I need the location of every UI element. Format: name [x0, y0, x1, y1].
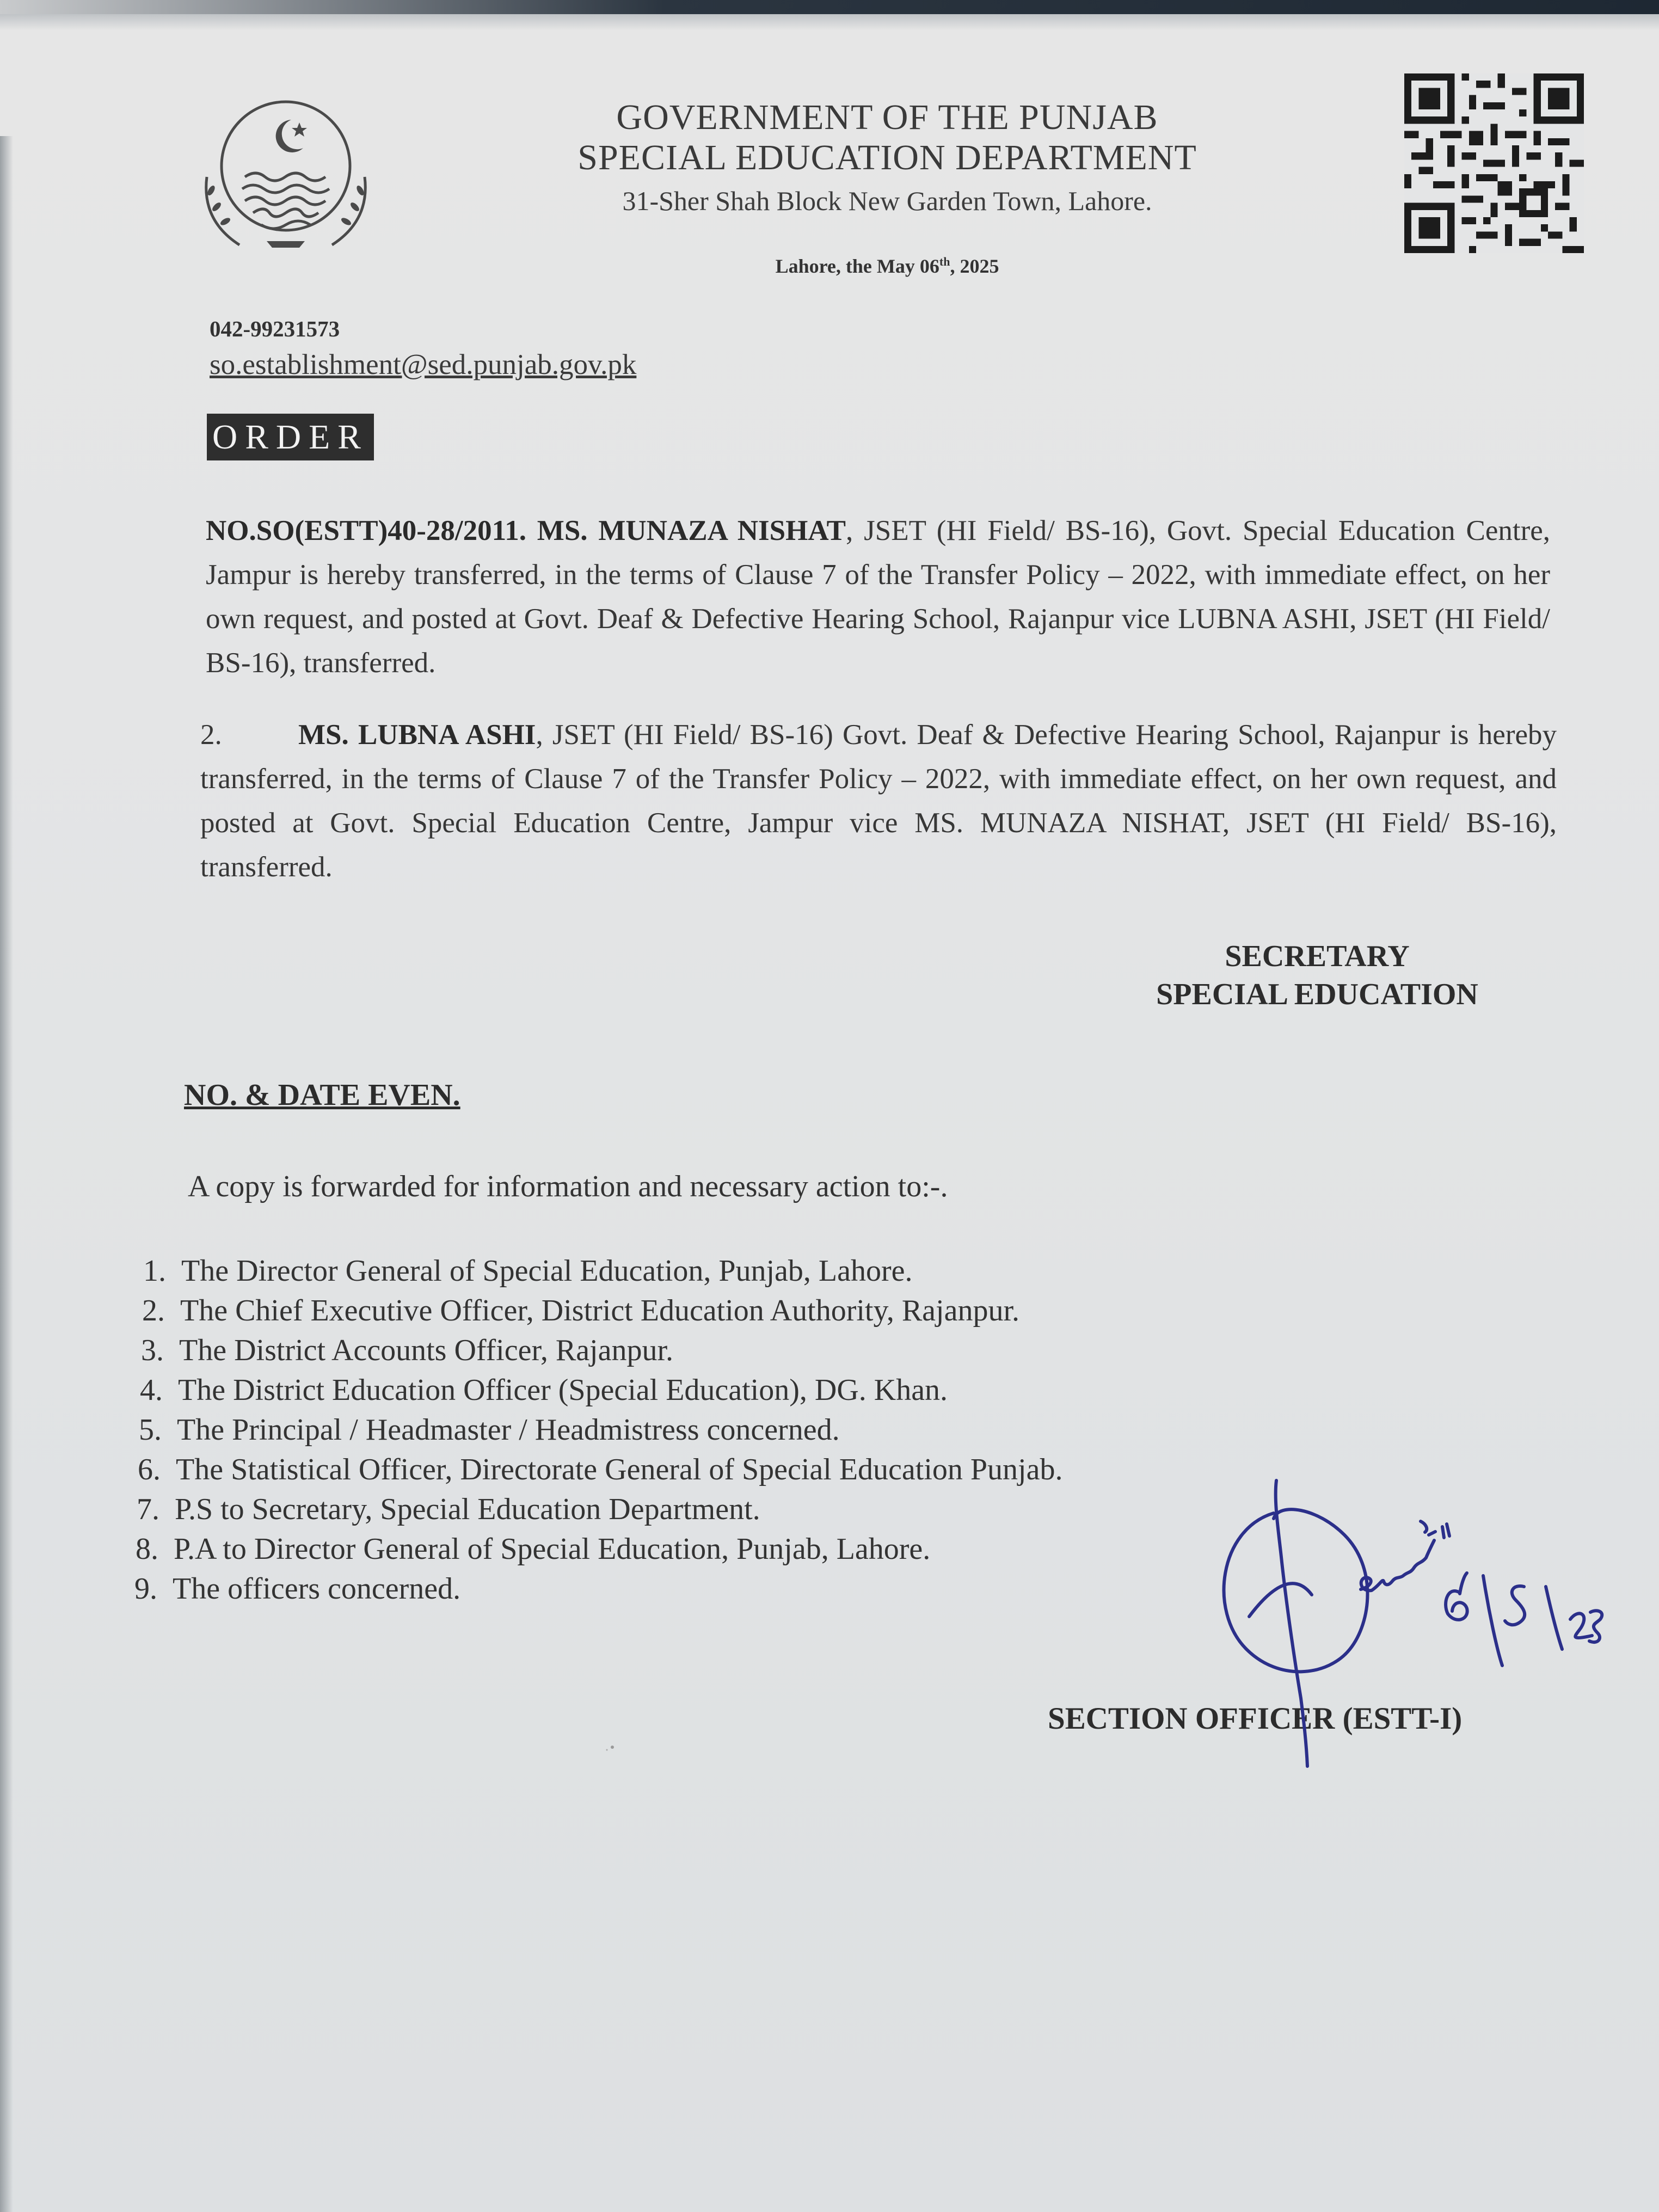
recipient-item — [109, 1532, 930, 1566]
left-page-edge — [0, 136, 13, 2212]
recipient-item — [115, 1333, 673, 1368]
recipient-number: 3. — [141, 1334, 164, 1367]
recipient-number: 8. — [136, 1532, 158, 1566]
recipient-number: 6. — [138, 1453, 161, 1486]
order-reference: NO.SO(ESTT)40-28/2011. MS. MUNAZA NISHAT — [206, 515, 846, 546]
issue-date-prefix: Lahore, the May 06 — [775, 255, 939, 277]
recipient-number: 5. — [139, 1413, 162, 1447]
section-officer-title: SECTION OFFICER (ESTT-I) — [1048, 1701, 1463, 1736]
recipient-item — [114, 1373, 948, 1408]
recipient-text: The Chief Executive Officer, District Education Authority, Rajanpur. — [180, 1294, 1019, 1328]
recipient-number: 7. — [137, 1492, 159, 1526]
recipient-text: P.A to Director General of Special Education, Punjab, Lahore. — [174, 1532, 931, 1566]
recipient-text: The Director General of Special Education, Punjab, Lahore. — [181, 1254, 913, 1288]
recipient-item — [116, 1293, 1019, 1328]
recipient-number: 1. — [143, 1254, 166, 1288]
paragraph-number: 2. — [200, 719, 222, 751]
recipient-text: The Principal / Headmaster / Headmistress concerned. — [177, 1413, 840, 1447]
no-date-even-heading: NO. & DATE EVEN. — [184, 1078, 460, 1112]
order-paragraph-1-text: , JSET (HI Field/ BS-16), Govt. Special Education Centre, Jampur is hereby transferred, in the terms of Clause 7 of the Transfer Policy – 2022, with immediate effect, on her own request, and posted at Govt. Deaf & Defective Hearing School, Rajanpur vice LUBNA ASHI, JSET (HI Field/ BS-16), transferred. — [206, 515, 1550, 679]
qr-code-icon — [1402, 73, 1587, 253]
paper-speck — [601, 1739, 623, 1755]
recipient-item — [108, 1571, 460, 1606]
issue-date — [414, 255, 1361, 278]
email-address: so.establishment@sed.punjab.gov.pk — [210, 349, 637, 380]
paragraph-2-name: MS. LUBNA ASHI — [298, 719, 536, 751]
top-scan-shadow — [0, 0, 1659, 14]
phone-number: 042-99231573 — [210, 316, 340, 341]
recipient-item — [112, 1452, 1062, 1487]
issue-date-ordinal: th — [939, 255, 950, 268]
recipient-text: The District Education Officer (Special Education), DG. Khan. — [178, 1373, 948, 1407]
signatory-department: SPECIAL EDUCATION — [1156, 978, 1478, 1011]
recipient-text: The officers concerned. — [173, 1572, 461, 1606]
issue-date-year: , 2025 — [950, 255, 999, 277]
recipient-number: 4. — [140, 1373, 163, 1407]
order-paragraph-1 — [206, 509, 1550, 685]
copy-forwarded-intro: A copy is forwarded for information and necessary action to:-. — [188, 1170, 948, 1203]
recipient-number: 9. — [134, 1572, 157, 1606]
recipient-item — [113, 1412, 840, 1447]
handwritten-signature — [1187, 1470, 1611, 1774]
order-paragraph-2 — [200, 713, 1557, 889]
order-paragraph-2-text: , JSET (HI Field/ BS-16) Govt. Deaf & Defective Hearing School, Rajanpur is hereby transferred, in the terms of Clause 7 of the Transfer Policy – 2022, with immediate effect, on her own request, and posted at Govt. Special Education Centre, Jampur vice MS. MUNAZA NISHAT, JSET (HI Field/ BS-16), transferred. — [200, 719, 1557, 883]
recipient-text: P.S to Secretary, Special Education Department. — [175, 1492, 760, 1526]
recipient-number: 2. — [142, 1294, 165, 1328]
order-heading: ORDER — [207, 414, 374, 460]
government-title: GOVERNMENT OF THE PUNJAB — [616, 97, 1158, 137]
signatory-title: SECRETARY — [1225, 939, 1410, 973]
recipient-item — [110, 1492, 760, 1527]
recipient-text: The Statistical Officer, Directorate General of Special Education Punjab. — [176, 1453, 1063, 1486]
recipient-item — [117, 1254, 912, 1288]
top-scan-shadow-fade — [0, 14, 1659, 30]
department-address: 31-Sher Shah Block New Garden Town, Lahore. — [622, 186, 1152, 216]
recipient-text: The District Accounts Officer, Rajanpur. — [179, 1334, 674, 1367]
department-title: SPECIAL EDUCATION DEPARTMENT — [577, 138, 1197, 177]
punjab-government-emblem-icon — [191, 95, 381, 259]
